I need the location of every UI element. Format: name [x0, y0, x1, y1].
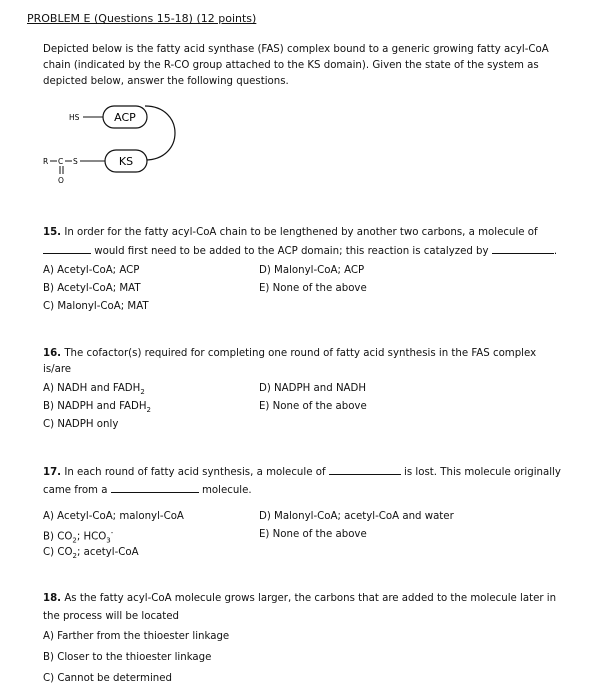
q18-text-a: As the fatty acyl-CoA molecule grows larger, the carbons that are added to the molecule later in: [64, 593, 557, 604]
q15-text-b: would first need to be added to the ACP domain; this reaction is catalyzed by: [94, 246, 489, 257]
q15-option-d[interactable]: D) Malonyl-CoA; ACP: [259, 265, 365, 276]
q18-option-c[interactable]: C) Cannot be determined: [43, 673, 172, 684]
q16-option-a-sub: 2: [140, 388, 145, 397]
q16-option-a[interactable]: [43, 383, 145, 396]
q18-text-b: the process will be located: [43, 611, 180, 622]
r-label: R: [43, 157, 49, 166]
q17-line1: [43, 464, 561, 478]
q16-option-b[interactable]: [43, 401, 151, 414]
q16-text-a: The cofactor(s) required for completing one round of fatty acid synthesis in the FAS complex: [64, 348, 537, 359]
q15-number: 15.: [43, 227, 62, 238]
q15-option-b[interactable]: B) Acetyl-CoA; MAT: [43, 283, 141, 294]
q15-blank-1: [43, 243, 91, 254]
q15-blank-2: [492, 243, 554, 254]
q17-option-c-pre: C) CO: [43, 547, 73, 558]
q17-text-a: In each round of fatty acid synthesis, a molecule of: [64, 467, 326, 478]
q18-option-b[interactable]: B) Closer to the thioester linkage: [43, 652, 212, 663]
q17-option-c-sub: 2: [72, 552, 77, 561]
q15-option-a[interactable]: A) Acetyl-CoA; ACP: [43, 265, 140, 276]
ks-label: KS: [118, 155, 134, 168]
q15-option-c[interactable]: C) Malonyl-CoA; MAT: [43, 301, 149, 312]
q16-option-e[interactable]: E) None of the above: [259, 401, 367, 412]
q17-option-b-mid: ; HCO: [76, 531, 107, 543]
q17-blank-1: [329, 464, 401, 475]
q17-option-c-post: ; acetyl-CoA: [76, 547, 139, 558]
s-label: S: [73, 157, 78, 166]
hs-label: HS: [69, 113, 80, 122]
q17-blank-2: [111, 482, 199, 493]
q16-option-b-text: B) NADPH and FADH: [43, 401, 147, 412]
section-title: PROBLEM E (Questions 15-18) (12 points): [27, 12, 257, 25]
q17-text-b2: molecule.: [201, 485, 252, 496]
q17-option-e[interactable]: E) None of the above: [259, 529, 367, 540]
q17-option-b-sub: 2: [72, 536, 77, 545]
intro-paragraph: Depicted below is the fatty acid synthase (FAS) complex bound to a generic growing fatty acyl-CoA chain (indicated by the R-CO group attached to the KS domain). Given the state of the system as depicted below, answer the following questions.: [43, 44, 549, 87]
q17-line2: [43, 482, 252, 496]
q16-number: 16.: [43, 348, 62, 359]
c-label: C: [58, 157, 64, 166]
q17-text-b1: came from a: [43, 485, 108, 496]
q15-line2: would first need to be added to the ACP domain; this reaction is catalyzed by .: [43, 243, 557, 257]
fas-complex-diagram: [35, 98, 195, 193]
q15-text-a: In order for the fatty acyl-CoA chain to be lengthened by another two carbons, a molecule of: [64, 227, 538, 238]
q18-option-a[interactable]: A) Farther from the thioester linkage: [43, 631, 230, 642]
q17-option-b[interactable]: [43, 529, 113, 544]
q16-option-d[interactable]: D) NADPH and NADH: [259, 383, 367, 394]
q16-option-a-text: A) NADH and FADH: [43, 383, 141, 394]
q16-text-b: is/are: [43, 364, 72, 375]
acp-label: ACP: [114, 111, 136, 124]
q17-option-c[interactable]: [43, 547, 139, 560]
q17-option-b-pre: B) CO: [43, 531, 73, 543]
q17-number: 17.: [43, 467, 62, 478]
o-label: O: [58, 176, 64, 185]
q17-option-b-sub2: 3: [106, 536, 111, 545]
q18-line1: [43, 593, 556, 604]
fas-loop-line: [145, 106, 175, 160]
q18-number: 18.: [43, 593, 62, 604]
q16-option-c[interactable]: C) NADPH only: [43, 419, 119, 430]
q15-line1: [43, 227, 538, 238]
q16-line1: [43, 348, 536, 359]
q17-option-b-sup: -: [110, 529, 114, 537]
q17-text-a2: is lost. This molecule originally: [404, 467, 561, 478]
q17-option-a[interactable]: A) Acetyl-CoA; malonyl-CoA: [43, 511, 184, 522]
q15-option-e[interactable]: E) None of the above: [259, 283, 367, 294]
q17-option-d[interactable]: D) Malonyl-CoA; acetyl-CoA and water: [259, 511, 454, 522]
q16-option-b-sub: 2: [146, 406, 151, 415]
